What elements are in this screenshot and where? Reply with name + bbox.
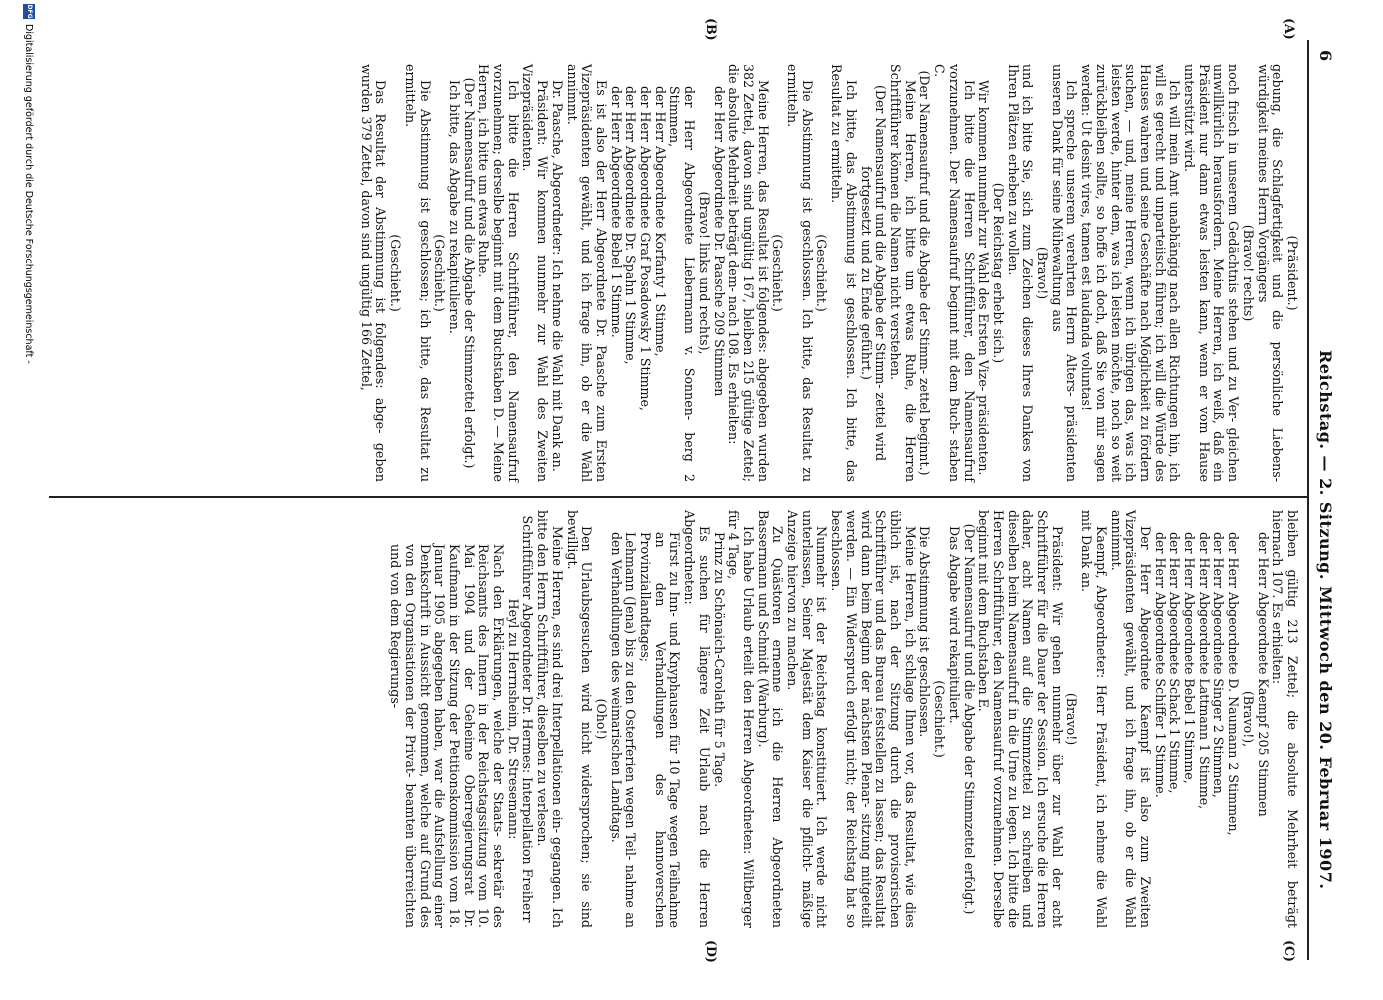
dfg-logo: DFG: [23, 4, 35, 19]
page-title: Reichstag. — 2. Sitzung. Mittwoch den 20. Februar 1907.: [1316, 350, 1335, 890]
stage-direction: (Der Namensaufruf und die Abgabe der Stimm- zettel wird fortgesetzt und zu Ende geführt.): [858, 84, 889, 462]
paragraph: Nunmehr ist der Reichstag konstituiert. Ich werde nicht unterlassen, Seiner Majestät dem Kaiser die pflicht- mäßige Anzeige hiervon zu machen.: [785, 510, 830, 928]
digitization-footer: [0, 0, 40, 1000]
interjection: (Bravo!): [1035, 246, 1051, 300]
stage-direction: (Der Namensaufruf und die Abgabe der Stimmzettel erfolgt.): [461, 77, 477, 469]
margin-marker-a: (A): [1282, 18, 1297, 40]
stage-direction: (Geschieht.): [814, 234, 830, 312]
vote-result: der Herr Abgeordnete Korfanty 1 Stimme,: [652, 86, 668, 357]
vote-result: der Herr Abgeordnete Schack 1 Stimme,: [1167, 532, 1183, 794]
interpellation-text: Nach den Erklärungen, welche der Staats- sekretär des Reichsamts des Innern in der Reichstagssitzung vom 10. Mai 1904 und der Geheime Oberregierungsrat Dr. Kaufmann in der Sitzung der Petitionskommission vom 18. Januar 1905 abgegeben haben, war die Aufstellung einer Denkschrift in Aussicht genommen, welche auf Grund des von den Organisationen der Privat- beamten überreichten und von dem Regierungs-: [388, 544, 507, 928]
vote-result: der Herr Abgeordnete Lattmann 1 Stimme,: [1196, 532, 1212, 810]
paragraph: Meine Herren, das Resultat ist folgendes: abgegeben wurden 382 Zettel, davon sind ungültig 167, bleiben 215 gültige Zettel; die absolute Mehrheit beträgt dem- nach 108. Es erhielten:: [726, 64, 771, 482]
paragraph: Wir kommen nunmehr zur Wahl des Ersten Vize- präsidenten.: [976, 80, 992, 476]
paragraph: Die Abstimmung ist geschlossen. Ich bitte, das Resultat zu ermitteln.: [785, 64, 815, 482]
paragraph: Meine Herren, ich bitte um etwas Ruhe, die Herren Schriftführer können die Namen nicht verstehen.: [888, 64, 918, 482]
speech: Präsident: Wir kommen nunmehr zur Wahl des Zweiten Vizepräsidenten.: [520, 64, 551, 482]
vote-result: der Herr Abgeordnete Liebermann v. Sonnen- berg 2 Stimmen,: [667, 86, 698, 482]
speech: Präsident: Wir gehen nunmehr über zur Wahl der acht Schriftführer für die Dauer der Session. Ich ersuche die Herren daher, acht Namen auf die Stimmzettel zu schreiben und dieselben beim Namensaufruf in die Urne zu legen. Ich bitte die Herren Schriftführer, den Namensaufruf vorzunehmen. Derselbe beginnt mit dem Buchstaben E.: [976, 510, 1065, 928]
paragraph: und ich bitte Sie, sich zum Zeichen dieses Ihres Dankes von Ihren Plätzen erheben zu wollen.: [1005, 64, 1036, 482]
paragraph: Es suchen für längere Zeit Urlaub nach die Herren Abgeordneten:: [682, 510, 712, 928]
paragraph: Meine Herren, es sind drei Interpellationen ein- gegangen. Ich bitte den Herrn Schriftführer, dieselben zu verlesen.: [535, 510, 565, 929]
paragraph: Ich bitte die Herren Schriftführer, den Namensaufruf vorzunehmen; derselbe beginnt mit dem Buchstaben D. — Meine Herren, ich bitte um etwas Ruhe.: [476, 64, 521, 482]
vote-result: der Herr Abgeordnete D. Naumann 2 Stimmen,: [1226, 532, 1242, 836]
interjection: (Bravo! links und rechts),: [696, 191, 712, 355]
paragraph: Ich habe Urlaub erteilt den Herren Abgeordneten: Wiltberger für 4 Tage,: [726, 510, 756, 928]
column-divider: [49, 496, 1307, 498]
paragraph: Die Abstimmung ist geschlossen.: [917, 526, 933, 738]
paragraph: Das Resultat der Abstimmung ist folgendes: abge- geben wurden 379 Zettel, davon sind ungültig 166 Zettel,: [358, 64, 389, 482]
paragraph: Die Abstimmung ist geschlossen; ich bitte, das Resultat zu ermitteln.: [402, 64, 433, 482]
paragraph: Den Urlaubsgesuchen wird nicht widersprochen; sie sind bewilligt.: [564, 510, 595, 928]
vote-result: der Herr Abgeordnete Singer 2 Stimmen,: [1211, 532, 1227, 798]
paragraph: Es ist also der Herr Abgeordnete Dr. Paasche zum Ersten Vizepräsidenten gewählt, und ich frage ihn, ob er die Wahl annimmt.: [564, 64, 609, 482]
page-header: [1309, 50, 1339, 950]
leave-entry: Prinz zu Schönaich-Carolath für 5 Tage.: [711, 532, 727, 788]
stage-direction: (Geschieht.): [388, 234, 404, 312]
paragraph: gebung, die Schlagfertigkeit und die persönliche Liebens- würdigkeit meines Herrn Vorgängers: [1255, 64, 1286, 482]
paragraph: Ich bitte, das Abgabe zu rekapitulieren.: [446, 80, 462, 334]
margin-marker-b: (B): [704, 18, 719, 41]
interjection: (Bravo!),: [1240, 690, 1256, 748]
paragraph: Ich bitte, das Abstimmung ist geschlossen. Ich bitte, das Resultat zu ermitteln.: [829, 64, 859, 482]
right-column: [387, 510, 1299, 928]
vote-result: der Herr Abgeordnete Kaempf 205 Stimmen: [1255, 532, 1271, 817]
vote-result: der Herr Abgeordnete Schiffer 1 Stimme.: [1152, 532, 1168, 798]
stage-direction: (Geschieht.): [770, 234, 786, 312]
speaker-heading: (Präsident.): [1285, 235, 1300, 311]
stage-direction: (Der Reichstag erhebt sich.): [990, 182, 1006, 364]
paragraph: Zu Quästoren ernenne ich die Herren Abgeordneten Bassermann und Schmidt (Warburg).: [755, 510, 786, 928]
vote-result: der Herr Abgeordnete Bebel 1 Stimme,: [1182, 532, 1198, 784]
stage-direction: (Der Namensaufruf und die Abgabe der Stimmzettel erfolgt.): [961, 523, 977, 915]
paragraph: Ich bitte die Herren Schriftführer, den Namensaufruf vorzunehmen. Der Namensaufruf beginnt mit dem Buch- staben C.: [932, 64, 977, 482]
vote-result: der Herr Abgeordnete Bebel 1 Stimme.: [608, 86, 624, 338]
speech: Kaempf, Abgeordneter: Herr Präsident, ich nehme die Wahl mit Dank an.: [1079, 510, 1109, 928]
interjection: (Bravo! rechts): [1240, 224, 1256, 322]
paragraph: Ich spreche unserem verehrten Herrn Alters- präsidenten unseren Dank für seine Mühewaltung aus: [1049, 64, 1080, 482]
leave-entry: Lehmann (Jena) bis zu den Osterferien wegen Teil- nahme an den Verhandlungen des weimarischen Landtags.: [608, 532, 639, 928]
leave-entry: Fürst zu Inn- und Knyphausen für 10 Tage wegen Teilnahme an den Verhandlungen des hannoverschen Provinziallandtages;: [638, 532, 683, 928]
interpellation-heading: Schriftführer Abgeordneter Dr. Hermes: Interpellation Freiherr Heyl zu Herrnsheim, Dr. Stresemann:: [505, 515, 536, 923]
paragraph: bleiben gültig 213 Zettel; die absolute Mehrheit beträgt hiernach 107. Es erhielten:: [1270, 510, 1300, 928]
page-number: 6: [1316, 50, 1335, 62]
paragraph: Meine Herren, ich schlage Ihnen vor, das Resultat, wie dies üblich ist, nach der Sitzung durch die provisorischen Schriftführer und das Bureau feststellen zu lassen; das Resultat wird dann beim Beginn der nächsten Plenar- sitzung mitgeteilt werden. — Ein Widerspruch erfolgt nicht; der Reichstag hat so beschlossen.: [829, 510, 918, 928]
left-column: [358, 64, 1299, 482]
vote-result: der Herr Abgeordnete Dr. Spahn 1 Stimme,: [623, 86, 639, 365]
document-page: [23, 0, 1343, 1000]
margin-marker-d: (D): [704, 940, 719, 963]
vote-result: der Herr Abgeordnete Dr. Paasche 209 Stimmen: [711, 86, 727, 397]
stage-direction: (Geschieht.): [432, 234, 448, 312]
interjection: (Oho!): [593, 698, 609, 740]
interjection: (Bravo!): [1064, 692, 1080, 746]
paragraph: Das Abgabe wird rekapituliert.: [946, 526, 962, 724]
header-rule: [1307, 40, 1309, 960]
stage-direction: (Geschieht.): [932, 680, 948, 758]
stage-direction: (Der Namensaufruf und die Abgabe der Stimm- zettel beginnt.): [917, 70, 933, 476]
paragraph: Ich will mein Amt unabhängig nach allen Richtungen hin, ich will es gerecht und unparteiisch führen; ich will die Würde des Hauses wahren und seine Geschäfte nach Möglichkeit zu fördern suchen, — und, meine Herren, wenn ich übrigen das, was ich leisten werde, hinter dem, was ich leisten möchte, noch so weit zurückbleiben sollte, so hoffe ich doch, daß Sie von mir sagen werden: Ut desint vires, tamen est laudanda voluntas!: [1079, 64, 1183, 482]
margin-marker-c: (C): [1282, 940, 1297, 962]
vote-result: der Herr Abgeordnete Graf Posadowsky 1 Stimme,: [638, 86, 654, 411]
paragraph: Der Herr Abgeordnete Kaempf ist also zum Zweiten Vizepräsidenten gewählt, und ich frage ihn, ob er die Wahl annimmt.: [1108, 510, 1153, 928]
speech: Dr. Paasche, Abgeordneter: Ich nehme die Wahl mit Dank an.: [549, 80, 565, 472]
funding-note: Digitalisierung gefördert durch die Deutsche Forschungsgemeinschaft -: [23, 24, 34, 364]
paragraph: noch frisch in unserem Gedächtnis stehen und zu Ver- gleichen unwillkürlich herausfordern. Meine Herren, ich weiß, daß ein Präsident nur dann etwas leisten kann, wenn er vom Hause unterstützt wird.: [1182, 64, 1242, 482]
